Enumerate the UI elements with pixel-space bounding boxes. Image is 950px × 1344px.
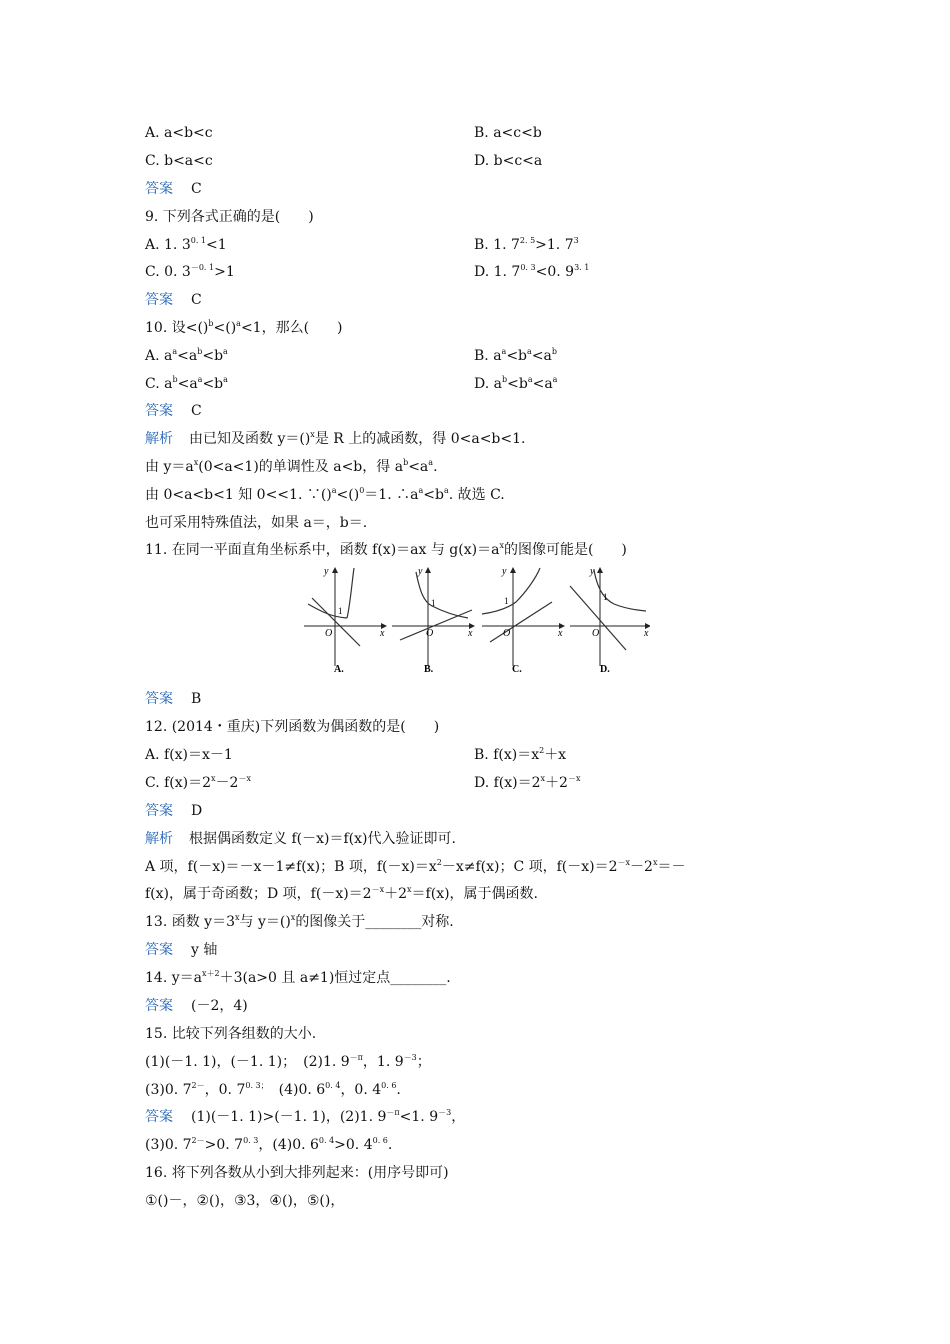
answer-value: y 轴 xyxy=(191,942,218,958)
q8-option-a: A. a<b<c xyxy=(145,125,213,141)
q11-graphs xyxy=(300,562,650,680)
explanation-label: 解析 xyxy=(145,431,173,447)
line-b xyxy=(400,610,472,640)
svg-text:y: y xyxy=(590,566,595,577)
q10-option-c: C. $a^b<a^a<b^a$ xyxy=(145,375,228,392)
answer-label: 答案 xyxy=(145,403,173,419)
graph-label-d: D. xyxy=(600,664,610,675)
q8-option-c: C. b<a<c xyxy=(145,153,213,169)
q12-stem: 12. (2014・重庆)下列函数为偶函数的是( ) xyxy=(145,719,440,735)
q12-option-d: D. $f(x)=2^x+2^{-x}$ xyxy=(474,774,581,791)
svg-text:1: 1 xyxy=(338,606,343,616)
explanation-label: 解析 xyxy=(145,831,173,847)
graph-a xyxy=(304,566,386,675)
line-c xyxy=(490,602,552,642)
exp-curve-c xyxy=(482,568,540,614)
answer-label: 答案 xyxy=(145,998,173,1014)
line-a xyxy=(312,598,360,646)
q10-explanation-2: 由 $y=a^x(0<a<1)$的单调性及 a<b，得 $a^b<a^a$. xyxy=(145,458,438,475)
q10-option-a: A. $a^a<a^b<b^a$ xyxy=(145,347,228,364)
q10-option-b: B. $a^a<b^a<a^b$ xyxy=(474,347,558,364)
q9-option-d: D. 1. $7^{0. 3}<0$. $9^{3. 1}$ xyxy=(474,263,590,280)
answer-value: C xyxy=(191,181,202,197)
answer-label: 答案 xyxy=(145,1109,173,1125)
q8-option-b: B. a<c<b xyxy=(474,125,542,141)
answer-label: 答案 xyxy=(145,292,173,308)
q12-explanation-1: 解析 根据偶函数定义 f(－x)＝f(x)代入验证即可. xyxy=(145,831,456,847)
line-d xyxy=(570,586,626,650)
exp-curve-b xyxy=(416,572,468,618)
answer-value: C xyxy=(191,403,202,419)
q11-stem: 11. 在同一平面直角坐标系中，函数 f(x)＝ax 与 $g(x)=a^x$的图像可能是( ) xyxy=(145,541,627,558)
answer-value: C xyxy=(191,292,202,308)
svg-text:y: y xyxy=(418,566,423,577)
q9-answer xyxy=(145,290,202,310)
svg-text:1: 1 xyxy=(504,596,509,606)
q11-answer xyxy=(145,689,201,709)
q15-answer-2: (3)0. $7^{2-}>0$. $7^{0. 3}$，(4)0. $6^{0. 4}>0$. $4^{0. 6}$. xyxy=(145,1136,393,1153)
q10-option-d: D. $a^b<b^a<a^a$ xyxy=(474,375,558,392)
svg-text:x: x xyxy=(644,628,649,639)
q12-option-c: C. $f(x)=2^x-2^{-x}$ xyxy=(145,774,251,791)
answer-value: D xyxy=(191,803,203,819)
q10-explanation-4: 也可采用特殊值法，如果 a＝，b＝. xyxy=(145,515,368,531)
svg-text:O: O xyxy=(503,628,511,639)
graph-b xyxy=(392,566,474,675)
q12-explanation-3: f(x)，属于奇函数；D 项，$f(-x)=2^{-x}+2^x=f(x)$，属于偶函数. xyxy=(145,885,538,902)
answer-value: B xyxy=(191,691,202,707)
q10-answer xyxy=(145,401,202,421)
graph-label-b: B. xyxy=(424,664,434,675)
graph-label-a: A. xyxy=(334,664,344,675)
svg-text:y: y xyxy=(324,566,329,577)
answer-value: (－2，4) xyxy=(191,998,248,1014)
svg-text:O: O xyxy=(592,628,600,639)
q14-stem: 14. $y=a^{x+2}+3(a>0$ 且 a≠1)恒过定点________. xyxy=(145,969,451,986)
answer-label: 答案 xyxy=(145,691,173,707)
q12-option-b: B. $f(x)=x^2+x$ xyxy=(474,746,567,763)
graph-c xyxy=(482,566,564,675)
q9-option-b: B. 1. $7^{2. 5}>1$. $7^3$ xyxy=(474,236,579,253)
svg-text:O: O xyxy=(426,628,434,639)
q15-line-2: (3)0. $7^{2-}$，0. $7^{0. 3;}$ (4)0. $6^{0. 4}$，0. $4^{0. 6}$. xyxy=(145,1081,401,1098)
exp-curve-d xyxy=(594,570,646,611)
q10-stem: 10. 设<()$^b$<()$^a$<1，那么( ) xyxy=(145,319,343,336)
q10-explanation-1: 解析 由已知及函数 y＝()$^x$是 R 上的减函数，得 0<a<b<1. xyxy=(145,430,526,447)
q14-answer xyxy=(145,996,248,1016)
svg-text:1: 1 xyxy=(431,598,436,608)
q13-answer xyxy=(145,940,217,960)
exp-curve-a xyxy=(308,568,354,618)
q8-option-d: D. b<c<a xyxy=(474,153,543,169)
graph-label-c: C. xyxy=(512,664,522,675)
svg-text:O: O xyxy=(325,628,333,639)
q12-answer xyxy=(145,801,202,821)
q16-stem: 16. 将下列各数从小到大排列起来：(用序号即可) xyxy=(145,1165,449,1181)
svg-text:x: x xyxy=(558,628,563,639)
answer-label: 答案 xyxy=(145,803,173,819)
q15-answer-1: 答案 (1)(－1. 1)>(－1. 1)，(2)1. $9^{-\pi}<1$. $9^{-3}$， xyxy=(145,1108,466,1125)
svg-text:1: 1 xyxy=(603,592,608,602)
svg-text:y: y xyxy=(502,566,507,577)
q12-option-a: A. f(x)＝x－1 xyxy=(145,747,233,763)
q9-option-c: C. 0. $3^{-0. 1}>1$ xyxy=(145,263,235,280)
q8-answer xyxy=(145,179,202,199)
answer-label: 答案 xyxy=(145,942,173,958)
q15-line-1: (1)(－1. 1)，(－1. 1)； (2)1. $9^{-\pi}$，1. $9^{-3}$； xyxy=(145,1053,431,1070)
q12-explanation-2: A 项，f(－x)＝－x－1≠f(x)；B 项，$f(-x)=x^2-x\ne f(x)$；C 项，$f(-x)=2^{-x}-2^x=-$ xyxy=(145,858,686,875)
answer-label: 答案 xyxy=(145,181,173,197)
q15-stem: 15. 比较下列各组数的大小. xyxy=(145,1026,317,1042)
q9-option-a: A. 1. $3^{0. 1}<1$ xyxy=(145,236,227,253)
svg-text:x: x xyxy=(380,628,385,639)
graph-d xyxy=(570,566,650,675)
q10-explanation-3: 由 0<a<b<1 知 0<<1. ∵()$^a$<()$^0$＝1. $\therefore a^a<b^a$. 故选 C. xyxy=(145,486,505,503)
svg-text:x: x xyxy=(468,628,473,639)
q9-stem: 9. 下列各式正确的是( ) xyxy=(145,209,314,225)
q13-stem: 13. 函数 $y=3^x$与 y＝()$^x$的图像关于________对称. xyxy=(145,913,454,930)
q16-items: ①()－，②()，③3，④()，⑤()， xyxy=(145,1193,345,1209)
